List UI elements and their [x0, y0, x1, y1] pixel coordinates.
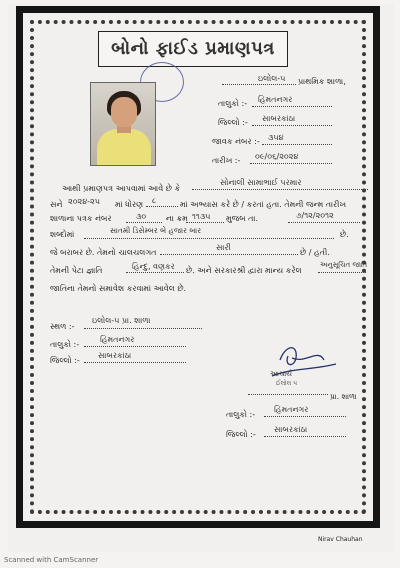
birth-date-value: ૭/૧૨/૨૦૧૨: [296, 211, 334, 220]
school-district-value: સાબરકાંઠા: [262, 114, 296, 123]
school-district-label: જિલ્લો :-: [218, 118, 248, 127]
body-line4-b: છે.: [340, 230, 349, 239]
footer-name: Nirav Chauhan: [318, 536, 363, 543]
body-line2-c: માં અભ્યાસ કરે છે / કરતાં હતા. તેમની જન્મ તારીખ: [180, 200, 347, 209]
scanner-watermark: Scanned with CamScanner: [4, 556, 99, 564]
birth-date-words-value: સાતમી ડિસેમ્બર બે હજાર બાર: [110, 226, 202, 235]
body-line3-a: શાળાના પત્રક નંબર: [50, 214, 112, 223]
student-photo: [90, 82, 156, 166]
place-taluka-value: હિંમતનગર: [100, 335, 135, 344]
body-line2-a: સને: [50, 200, 63, 209]
category-value: અનુસૂચિત જાતિ: [320, 261, 368, 269]
school-stamp-name: ઈલોલ ૫: [276, 380, 298, 387]
place-district-label: જિલ્લો :-: [50, 356, 80, 365]
body-line6-a: તેમની પેટા જ્ઞાતિ: [50, 266, 103, 275]
subcaste-value: હિન્દુ, વણકર: [132, 262, 175, 271]
standard-value: ૮: [152, 196, 157, 205]
school-stamp-suffix: પ્રા. શાળા: [330, 392, 357, 401]
school-name-suffix: પ્રાથમિક શાળા,: [298, 77, 346, 86]
place-taluka-label: તાલુકો :-: [50, 340, 80, 349]
body-line5-a: જે બરાબર છે. તેમનો ચાલચલગત: [50, 248, 157, 257]
place-district-value: સાબરકાંઠા: [98, 351, 132, 360]
serial-number-value: ૧૧૩૫: [192, 212, 211, 221]
school-name-value: ઇલોલ-૫: [258, 74, 286, 83]
conduct-value: સારી: [216, 243, 231, 252]
body-line1-prefix: આથી પ્રમાણપત્ર આપવામાં આવે છે કે: [62, 184, 181, 193]
title-box: [98, 31, 288, 67]
academic-year-value: ૨૦૨૪-૨૫: [68, 197, 101, 206]
school-taluka-value: હિંમતનગર: [258, 95, 293, 104]
body-line7: જાતિના તેમનો સમાવેશ કરવામાં આવેલ છે.: [50, 284, 187, 293]
body-line5-b: છે / હતી.: [300, 248, 330, 257]
issue-date-value: ૦૯/૦૬/૨૦૨૪: [255, 152, 299, 161]
outward-number-label: જાવક નંબર :-: [212, 137, 260, 146]
school-taluka-label: તાલુકો :-: [218, 99, 248, 108]
body-line2-b: માં ધોરણ: [115, 200, 144, 209]
principal-signature-icon: [262, 338, 342, 388]
body-line4-a: શબ્દોમાં: [50, 230, 75, 239]
student-name-value: સોનાલી સામાભાઈ પરમાર: [220, 178, 302, 187]
certificate-title: બોનો ફાઈડ પ્રમાણપત્ર: [111, 38, 275, 59]
principal-stamp-text: આચાર્ય: [270, 370, 292, 378]
sign-district-value: સાબરકાંઠા: [274, 425, 308, 434]
sign-district-label: જિલ્લો :-: [226, 430, 256, 439]
body-line3-c: મુજબ તા.: [226, 214, 258, 223]
place-label: સ્થળ :-: [50, 322, 75, 331]
register-number-value: ૩૦: [136, 212, 147, 221]
issue-date-label: તારીખ :-: [212, 156, 241, 165]
sign-taluka-value: હિંમતનગર: [274, 405, 309, 414]
place-value: ઇલોલ-૫ પ્રા. શાળા: [92, 316, 151, 325]
body-line3-b: ના ક્રમ: [166, 214, 188, 223]
outward-number-value: ૩૫૪: [268, 133, 284, 142]
sign-taluka-label: તાલુકો :-: [226, 410, 256, 419]
body-line6-b: છે. અને સરકારશ્રી દ્વારા માન્ય કરેલ: [186, 266, 302, 275]
